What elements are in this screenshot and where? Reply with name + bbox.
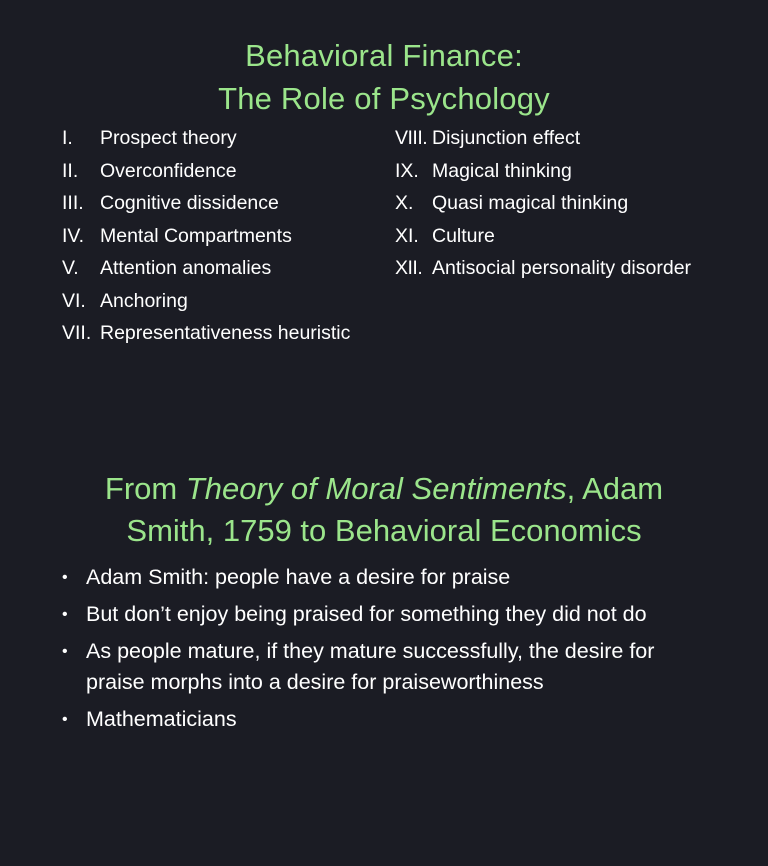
bullet-icon: • <box>62 569 68 586</box>
list-item-number: IX. <box>395 159 419 182</box>
list-item-text: Cognitive dissidence <box>100 192 279 214</box>
bullet-text: But don’t enjoy being praised for something they did not do <box>86 602 647 626</box>
slide-title-line-2: The Role of Psychology <box>218 81 550 116</box>
bullet-item <box>62 704 692 735</box>
bullet-text: Adam Smith: people have a desire for praise <box>86 565 511 589</box>
slide-behavioral-finance <box>0 0 768 430</box>
title-book-name: Theory of Moral Sentiments <box>185 471 567 506</box>
list-item <box>62 223 382 250</box>
list-item <box>62 288 382 315</box>
list-item <box>395 190 695 217</box>
list-item-text: Overconfidence <box>100 159 237 182</box>
bullet-icon: • <box>62 711 68 728</box>
list-item <box>62 255 382 282</box>
list-item-number: II. <box>62 159 79 182</box>
slide-title-line-1: Behavioral Finance: <box>245 38 523 73</box>
bullet-icon: • <box>62 643 68 660</box>
slide-title <box>0 34 768 120</box>
bullet-text: Mathematicians <box>86 707 237 731</box>
list-item-text: Anchoring <box>100 289 188 312</box>
list-item-number: X. <box>395 192 414 214</box>
list-item <box>395 158 695 185</box>
slide-title-line-2: Smith, 1759 to Behavioral Economics <box>126 513 642 548</box>
list-item-text: Antisocial personality disorder <box>432 257 692 279</box>
bullet-item <box>62 636 692 698</box>
list-item-text: Quasi magical thinking <box>432 192 629 214</box>
list-item-number: I. <box>62 127 73 149</box>
list-item-text: Representativeness heuristic <box>100 322 351 344</box>
list-item-number: V. <box>62 257 79 279</box>
topic-list-right <box>395 125 695 288</box>
bullet-list <box>62 562 692 741</box>
topic-list-left <box>62 125 382 353</box>
bullet-item <box>62 562 692 593</box>
list-item-text: Magical thinking <box>432 159 572 182</box>
list-item <box>62 125 382 152</box>
list-item <box>62 158 382 185</box>
title-suffix: , Adam <box>566 471 664 506</box>
list-item-text: Prospect theory <box>100 127 237 149</box>
bullet-text: As people mature, if they mature successfully, the desire for praise morphs into a desire for praiseworthiness <box>86 639 655 694</box>
list-item-text: Mental Compartments <box>100 224 292 247</box>
list-item-text: Culture <box>432 224 495 247</box>
list-item-number: VIII. <box>395 127 428 149</box>
list-item-number: VI. <box>62 289 86 312</box>
list-item <box>62 190 382 217</box>
slide-adam-smith <box>0 430 768 866</box>
bullet-item <box>62 599 692 630</box>
list-item-text: Attention anomalies <box>100 257 272 279</box>
bullet-icon: • <box>62 606 68 623</box>
list-item-number: III. <box>62 192 84 214</box>
list-item-number: IV. <box>62 224 85 247</box>
list-item-number: VII. <box>62 322 92 344</box>
slide-title <box>0 468 768 552</box>
list-item-number: XI. <box>395 224 419 247</box>
list-item <box>395 223 695 250</box>
list-item <box>395 125 695 152</box>
slide-title-line-1 <box>0 468 768 510</box>
list-item-text: Disjunction effect <box>432 127 581 149</box>
list-item <box>395 255 695 282</box>
list-item <box>62 320 382 347</box>
title-prefix: From <box>104 471 186 506</box>
list-item-number: XII. <box>395 257 423 279</box>
